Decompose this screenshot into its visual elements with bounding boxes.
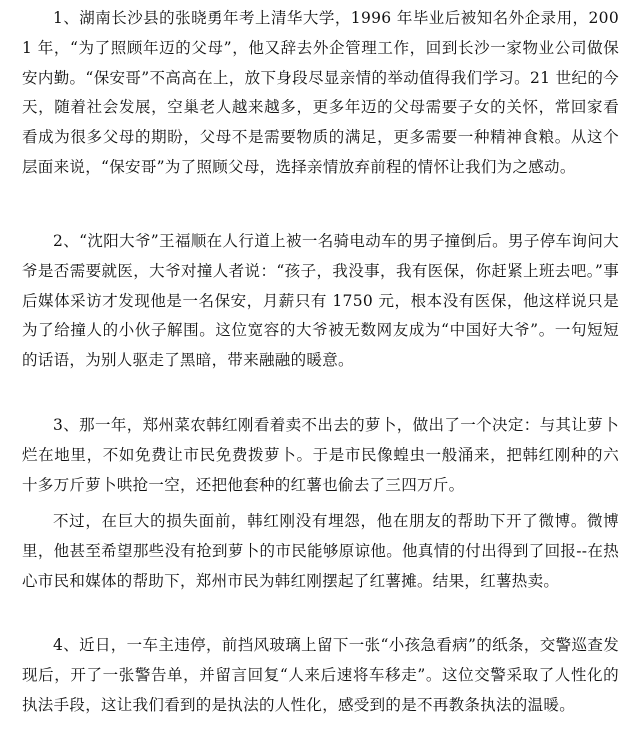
paragraph-3-continued: 不过，在巨大的损失面前，韩红刚没有埋怨，他在朋友的帮助下开了微博。微博里，他甚至希望那些没有抢到萝卜的市民能够原谅他。他真情的付出得到了回报--在热心市民和媒体的帮助下，郑州市民为韩红刚摆起了红薯摊。结果，红薯热卖。 <box>22 512 619 590</box>
paragraph-2: 2、“沈阳大爷”王福顺在人行道上被一名骑电动车的男子撞倒后。男子停车询问大爷是否需要就医，大爷对撞人者说：“孩子，我没事，我有医保，你赶紧上班去吧。”事后媒体采访才发现他是一名保安，月薪只有 1750 元，根本没有医保，他这样说只是为了给撞人的小伙子解围。这位宽容的大爷被无数网友成为“中国好大爷”。一句短短的话语，为别人驱走了黑暗，带来融融的暖意。 <box>22 232 619 370</box>
paragraph-1: 1、湖南长沙县的张晓勇年考上清华大学，1996 年毕业后被知名外企录用，2001 年，“为了照顾年迈的父母”，他又辞去外企管理工作，回到长沙一家物业公司做保安内勤。“保安哥”不高高在上，放下身段尽显亲情的举动值得我们学习。21 世纪的今天，随着社会发展，空巢老人越来越多，更多年迈的父母需要子女的关怀，常回家看看成为很多父母的期盼，父母不是需要物质的满足，更多需要一种精神食粮。从这个层面来说，“保安哥”为了照顾父母，选择亲情放弃前程的情怀让我们为之感动。 <box>22 9 619 176</box>
paragraph-3: 3、那一年，郑州菜农韩红刚看着卖不出去的萝卜，做出了一个决定：与其让萝卜烂在地里，不如免费让市民免费拨萝卜。于是市民像蝗虫一般涌来，把韩红刚种的六十多万斤萝卜哄抢一空，还把他套种的红薯也偷去了三四万斤。 <box>22 416 619 494</box>
paragraph-4: 4、近日，一车主违停，前挡风玻璃上留下一张“小孩急看病”的纸条，交警巡查发现后，开了一张警告单，并留言回复“人来后速将车移走”。这位交警采取了人性化的执法手段，这让我们看到的是执法的人性化，感受到的是不再教条执法的温暖。 <box>22 636 619 714</box>
